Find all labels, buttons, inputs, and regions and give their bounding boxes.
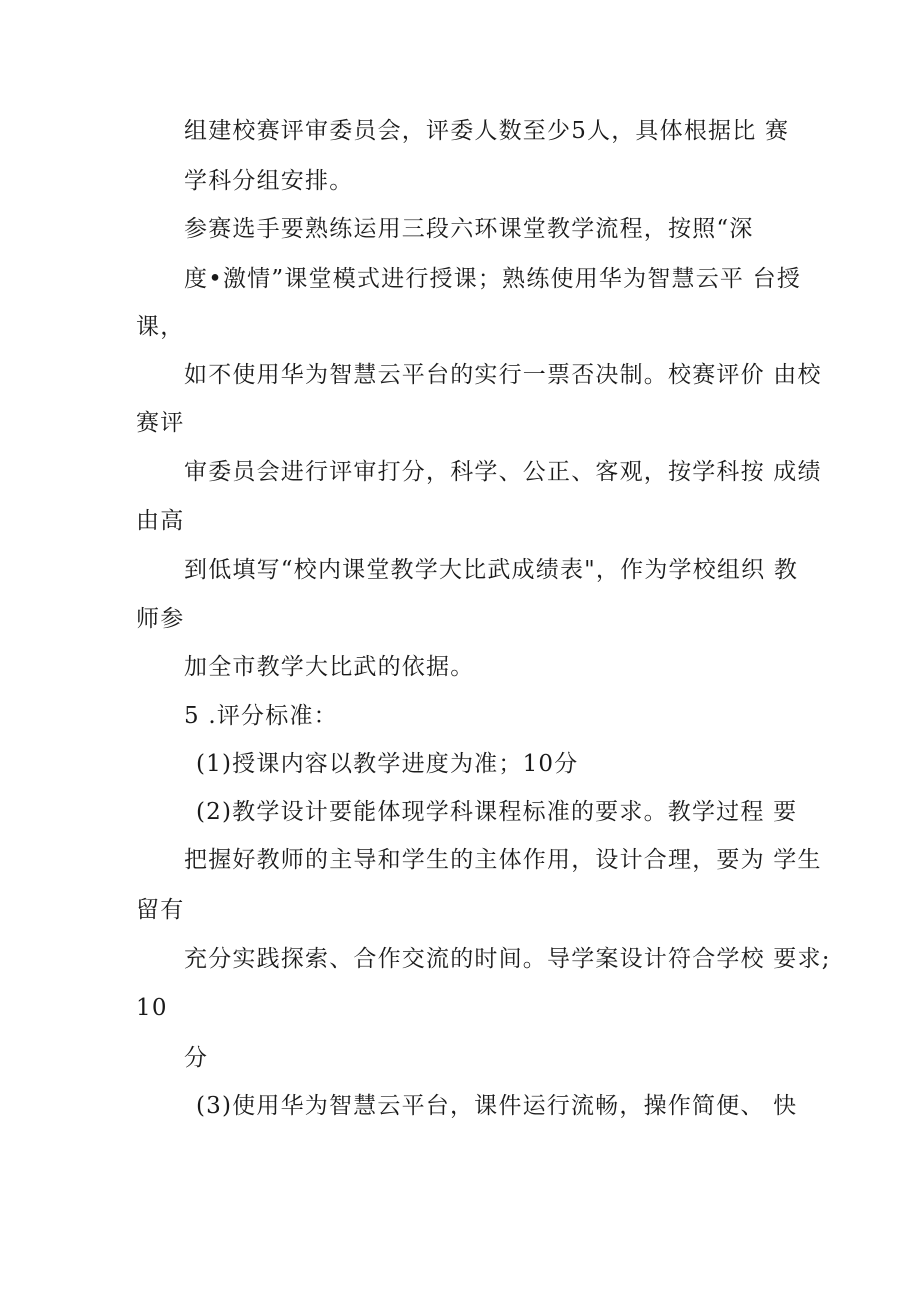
text-line: 把握好教师的主导和学生的主体作用，设计合理，要为 学生	[184, 847, 822, 873]
text-line: 组建校赛评审委员会，评委人数至少5人，具体根据比 赛	[184, 118, 790, 144]
text-line: 分	[184, 1045, 209, 1071]
list-item: (2)教学设计要能体现学科课程标准的要求。教学过程 要	[196, 799, 798, 825]
text-line: 如不使用华为智慧云平台的实行一票否决制。校赛评价 由校	[184, 362, 822, 388]
text-line: 学科分组安排。	[184, 168, 354, 194]
section-heading: 5 .评分标准：	[184, 703, 338, 729]
list-item: (1)授课内容以教学进度为准；10分	[196, 751, 579, 777]
text-line: 审委员会进行评审打分，科学、公正、客观，按学科按 成绩	[184, 459, 822, 485]
text-line: 赛评	[136, 410, 185, 436]
text-line: 留有	[136, 897, 185, 923]
text-line: 度•激情”课堂模式进行授课；熟练使用华为智慧云平 台授	[184, 266, 802, 292]
text-line: 课，	[136, 314, 185, 340]
text-line: 10	[136, 995, 168, 1021]
text-line: 充分实践探索、合作交流的时间。导学案设计符合学校 要求;	[184, 946, 831, 972]
list-item: (3)使用华为智慧云平台，课件运行流畅，操作简便、 快	[196, 1093, 798, 1119]
text-line: 由高	[136, 508, 185, 534]
text-line: 到低填写“校内课堂教学大比武成绩表"，作为学校组织 教	[184, 557, 799, 583]
text-line: 参赛选手要熟练运用三段六环课堂教学流程，按照“深	[184, 216, 754, 242]
text-line: 加全市教学大比武的依据。	[184, 654, 475, 680]
text-line: 师参	[136, 606, 185, 632]
